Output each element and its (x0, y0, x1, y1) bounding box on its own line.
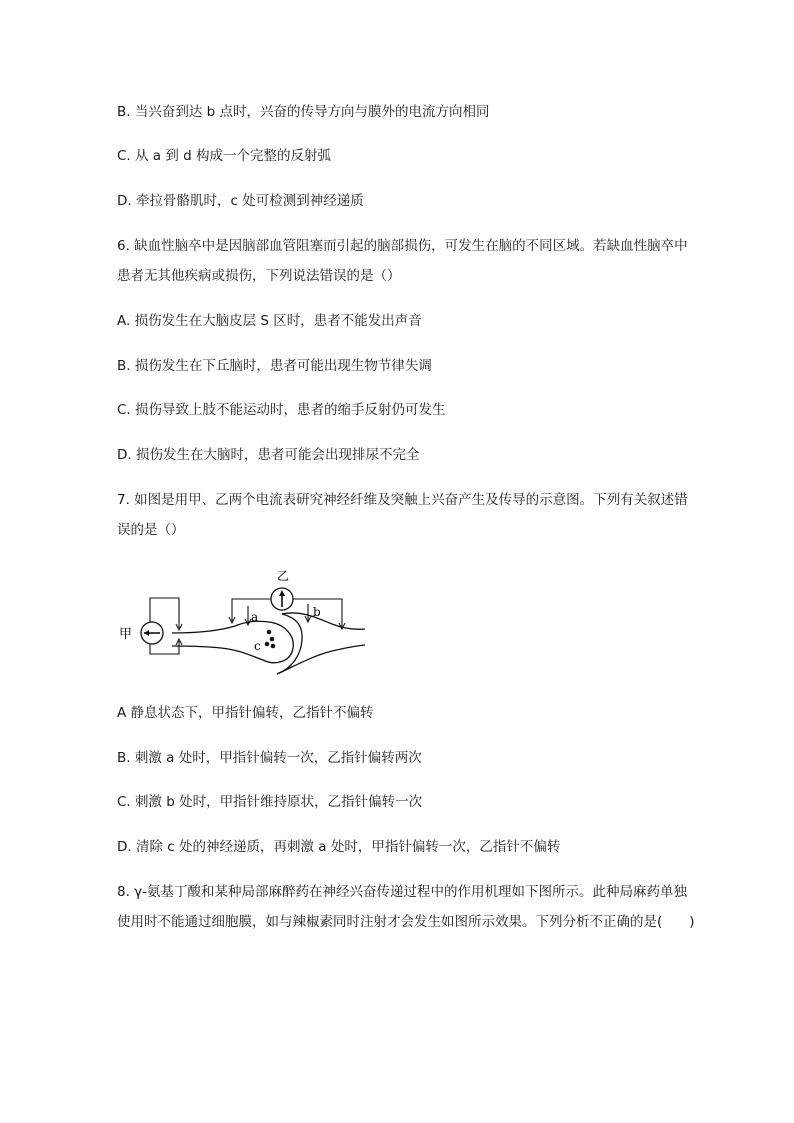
question-8-line-1: 8. γ-氨基丁酸和某种局部麻醉药在神经兴奋传递过程中的作用机理如下图所示。此种局麻药单独 (117, 884, 688, 900)
label-c: c (254, 639, 261, 653)
option-7d: D. 清除 c 处的神经递质，再刺激 a 处时，甲指针偏转一次，乙指针不偏转 (117, 839, 561, 855)
option-6d: D. 损伤发生在大脑时，患者可能会出现排尿不完全 (117, 447, 420, 463)
postsynaptic-membrane (277, 614, 302, 674)
option-6c: C. 损伤导致上肢不能运动时，患者的缩手反射仍可发生 (117, 402, 446, 418)
label-a: a (251, 610, 259, 624)
option-6a: A. 损伤发生在大脑皮层 S 区时，患者不能发出声音 (117, 313, 422, 329)
option-7b: B. 刺激 a 处时，甲指针偏转一次，乙指针偏转两次 (117, 750, 422, 766)
question-7-line-2: 误的是（） (117, 522, 185, 538)
presynaptic-neuron (172, 621, 293, 662)
option-7c: C. 刺激 b 处时，甲指针维持原状，乙指针偏转一次 (117, 794, 423, 810)
question-8-line-2: 使用时不能通过细胞膜，如与辣椒素同时注射才会发生如图所示效果。下列分析不正确的是( ) (117, 914, 695, 930)
option-5b: B. 当兴奋到达 b 点时，兴奋的传导方向与膜外的电流方向相同 (117, 104, 490, 120)
neuron-synapse-figure (117, 566, 367, 676)
option-6b: B. 损伤发生在下丘脑时，患者可能出现生物节律失调 (117, 358, 432, 374)
label-yi: 乙 (277, 569, 290, 583)
label-jia: 甲 (119, 627, 133, 642)
question-6-line-1: 6. 缺血性脑卒中是因脑部血管阻塞而引起的脑部损伤，可发生在脑的不同区域。若缺血性脑卒中 (117, 238, 688, 254)
option-5d: D. 牵拉骨骼肌时，c 处可检测到神经递质 (117, 193, 364, 209)
label-b: b (313, 605, 321, 619)
option-7a: A 静息状态下，甲指针偏转，乙指针不偏转 (117, 705, 374, 721)
question-7-line-1: 7. 如图是用甲、乙两个电流表研究神经纤维及突触上兴奋产生及传导的示意图。下列有关叙述错 (117, 492, 688, 508)
option-5c: C. 从 a 到 d 构成一个完整的反射弧 (117, 148, 332, 164)
question-6-line-2: 患者无其他疾病或损伤，下列说法错误的是（） (117, 268, 401, 284)
